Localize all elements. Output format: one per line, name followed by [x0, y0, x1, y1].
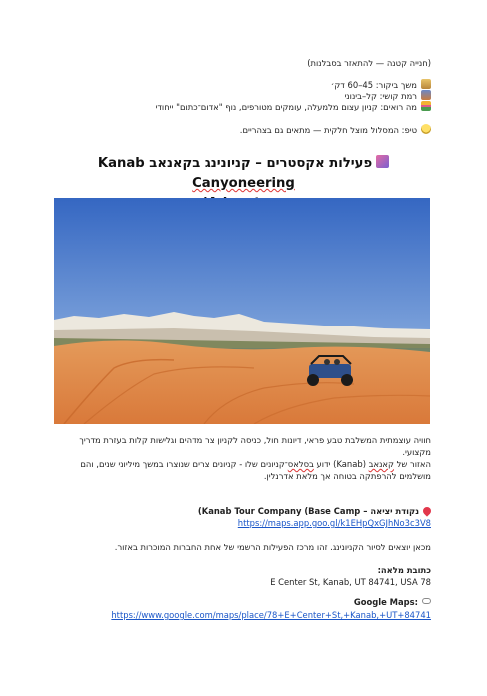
title-canyoneering: Canyoneering	[192, 176, 295, 191]
title-kanab: Kanab	[97, 156, 145, 171]
map-pin-icon	[421, 505, 432, 516]
climber-icon	[421, 90, 431, 100]
departure-link-line	[238, 518, 431, 529]
link-icon	[422, 598, 431, 604]
address-label: כתובת מלאה:	[377, 565, 431, 575]
parking-note: (חנייה קטנה — להתאזר בסבלנות)	[307, 58, 431, 68]
gmaps-link-line	[111, 610, 431, 621]
sunrise-icon	[421, 101, 431, 111]
gmaps-link[interactable]: https://www.google.com/maps/place/78+E+Center+St,+Kanab,+UT+84741	[111, 610, 431, 620]
description-paragraph-2: האזור של קאנאב (Kanab) ידוע בסלאס־קניונים שלו - קניונים צרים שנוצרו במשך מיליוני שנים, והם מושלמים להרפתקה בטוחה אך מלאת אדרנלין.	[80, 459, 431, 481]
hourglass-icon	[421, 79, 431, 89]
difficulty-line: רמת קושי: קל–בינוני	[344, 90, 431, 102]
departure-map-link[interactable]: https://maps.app.goo.gl/k1EHpQxGJhNo3c3V8	[237, 518, 431, 528]
sights-line: מה רואים: קניון עצום מלמעלה, עומקים מטורפים, נוף "אדום־כתום" ייחודי	[155, 101, 431, 113]
duration-line: משך ביקור: 45–60 דק׳	[331, 79, 431, 91]
center-note: מכאן יוצאים לסיור הקניונינג. זהו מרכז הפעילות הרשמי של אחת החברות המוכרות באזור.	[114, 542, 431, 552]
gmaps-heading: Google Maps:	[354, 597, 431, 608]
address-value: E Center St, Kanab, UT 84741, USA 78	[270, 577, 431, 587]
section-title: פעילות אקסטרים – קניונינג בקאנאב Kanab Canyoneering	[56, 154, 431, 214]
climber-emoji-icon	[376, 155, 389, 168]
tip-line: טיפ: המסלול מוצל חלקית — מתאים גם בצהריים.	[240, 124, 431, 136]
lightbulb-icon	[421, 124, 431, 134]
departure-heading: נקודת יציאה – (Kanab Tour Company (Base Camp	[198, 506, 431, 517]
description-paragraph-1: חוויה עוצמתית המשלבת טבע פראי, דיונות חול, כניסה לקניון צר מדהים וגלישות קלות בעזרת מדריך מקצועי.	[79, 435, 431, 457]
dune-buggy-photo	[54, 198, 430, 424]
